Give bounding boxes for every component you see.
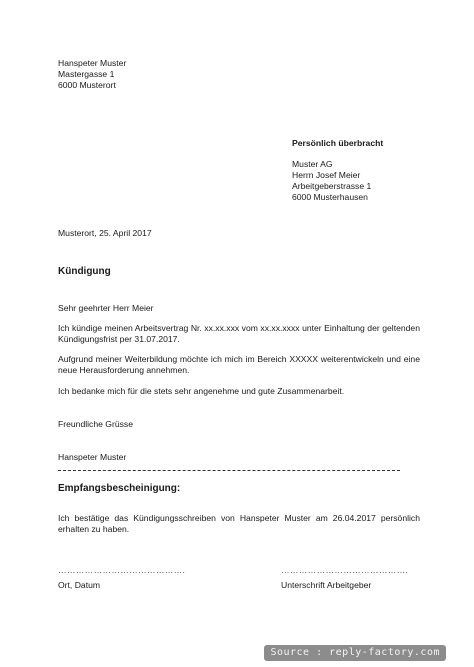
employer-signature-label: Unterschrift Arbeitgeber bbox=[281, 580, 372, 590]
subject-heading: Kündigung bbox=[58, 266, 111, 277]
divider-line bbox=[58, 470, 400, 471]
delivery-note: Persönlich überbracht bbox=[292, 138, 384, 148]
date-line: Musterort, 25. April 2017 bbox=[58, 228, 152, 238]
paragraph-notice: Ich kündige meinen Arbeitsvertrag Nr. xx.xx.xxx vom xx.xx.xxxx unter Einhaltung der geltenden Kündigungsfrist per 31.07.2017. bbox=[58, 323, 420, 344]
paragraph-thanks: Ich bedanke mich für die stets sehr angenehme und gute Zusammenarbeit. bbox=[58, 386, 345, 396]
receipt-text: Ich bestätige das Kündigungsschreiben von Hanspeter Muster am 26.04.2017 persönlich erhalten zu haben. bbox=[58, 513, 420, 534]
receipt-heading: Empfangsbescheinigung: bbox=[58, 483, 181, 494]
employer-signature-dots: ……………………………………. bbox=[281, 565, 409, 575]
recipient-street: Arbeitgeberstrasse 1 bbox=[292, 181, 372, 191]
sender-name: Hanspeter Muster bbox=[58, 58, 127, 68]
recipient-address bbox=[292, 138, 383, 203]
paragraph-reason: Aufgrund meiner Weiterbildung möchte ich mich im Bereich XXXXX weiterentwickeln und eine neue Herausforderung annehmen. bbox=[58, 354, 420, 375]
sender-address bbox=[58, 58, 126, 91]
salutation: Sehr geehrter Herr Meier bbox=[58, 303, 154, 313]
recipient-city: 6000 Musterhausen bbox=[292, 192, 368, 202]
recipient-company: Muster AG bbox=[292, 159, 333, 169]
closing: Freundliche Grüsse bbox=[58, 419, 133, 429]
recipient-person: Herrn Josef Meier bbox=[292, 170, 361, 180]
place-date-label: Ort, Datum bbox=[58, 580, 101, 590]
place-date-dots: ……………………………………. bbox=[58, 565, 186, 575]
sender-city: 6000 Musterort bbox=[58, 80, 116, 90]
sender-street: Mastergasse 1 bbox=[58, 69, 115, 79]
signature-name: Hanspeter Muster bbox=[58, 452, 127, 462]
source-watermark: Source : reply-factory.com bbox=[264, 645, 446, 661]
